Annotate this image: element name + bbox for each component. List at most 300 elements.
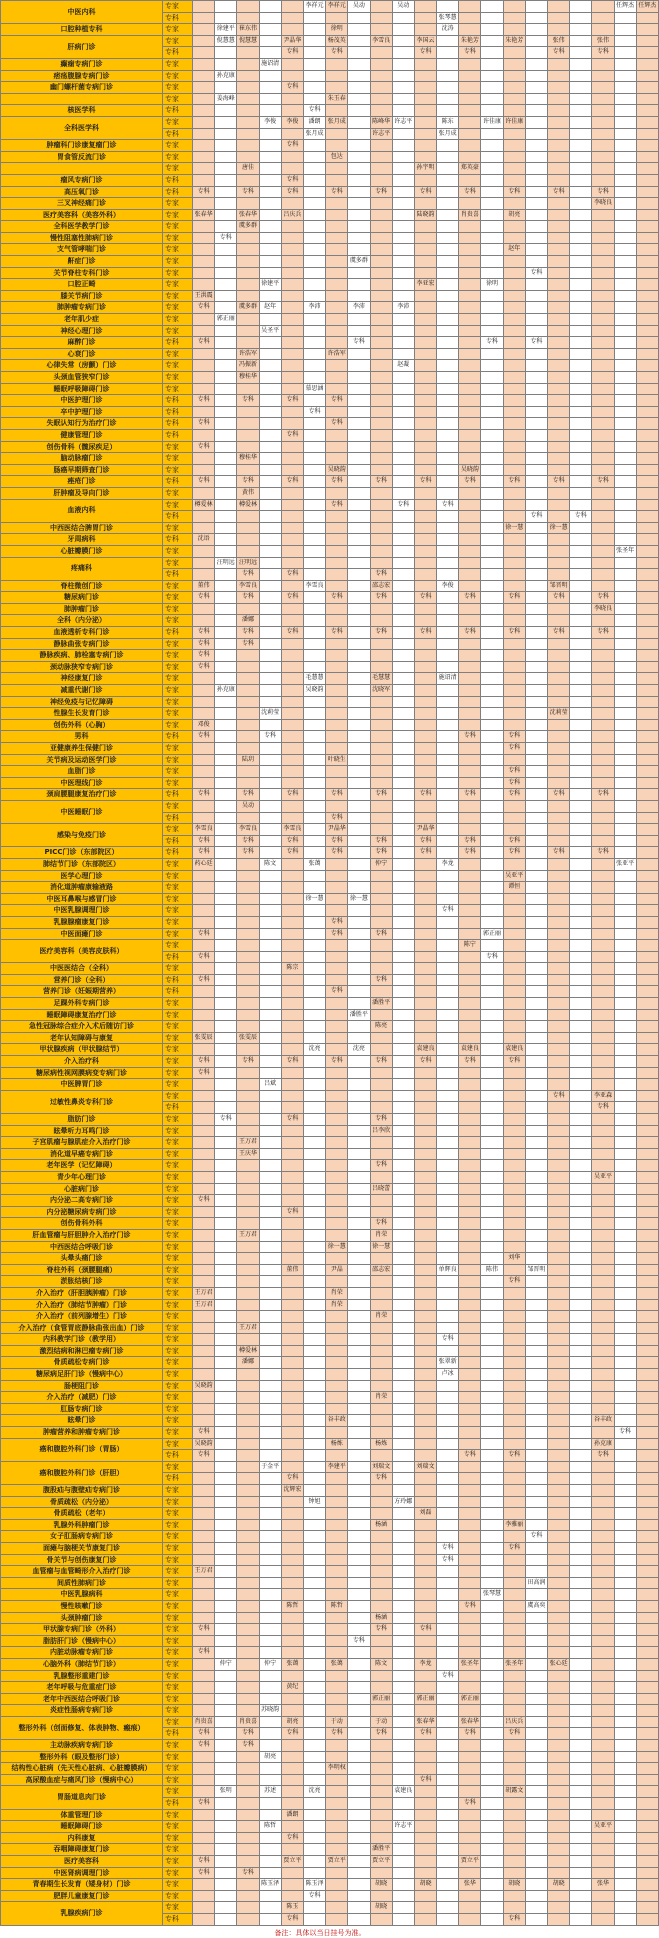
schedule-cell <box>259 487 281 499</box>
schedule-cell <box>481 1728 503 1740</box>
schedule-cell <box>548 1670 570 1682</box>
schedule-cell <box>326 963 348 975</box>
schedule-cell <box>525 1902 547 1914</box>
schedule-cell <box>636 163 658 175</box>
schedule-cell <box>215 847 237 859</box>
clinic-type: 专家 <box>163 1 193 13</box>
schedule-cell: 许佳康 <box>503 116 525 128</box>
schedule-cell <box>614 824 636 836</box>
schedule-cell <box>525 140 547 152</box>
schedule-cell <box>193 1334 215 1346</box>
schedule-cell <box>636 1786 658 1798</box>
schedule-cell <box>193 1821 215 1833</box>
schedule-cell <box>326 800 348 812</box>
schedule-cell <box>481 314 503 326</box>
schedule-cell <box>459 302 481 314</box>
schedule-cell <box>437 1740 459 1752</box>
schedule-cell <box>459 1774 481 1786</box>
schedule-cell <box>614 487 636 499</box>
schedule-cell <box>592 302 614 314</box>
schedule-cell <box>570 951 592 963</box>
schedule-cell: 专科 <box>614 1427 636 1439</box>
schedule-cell <box>592 1392 614 1404</box>
schedule-cell <box>503 638 525 650</box>
schedule-cell: 专科 <box>592 1450 614 1462</box>
schedule-cell <box>414 232 436 244</box>
schedule-cell: 李雪良 <box>193 824 215 836</box>
schedule-cell: 专科 <box>281 186 303 198</box>
schedule-row <box>1 1021 659 1033</box>
schedule-cell <box>392 1044 414 1056</box>
schedule-cell <box>481 58 503 70</box>
schedule-cell <box>437 1450 459 1462</box>
clinic-type: 专家 <box>163 824 193 836</box>
schedule-cell <box>281 882 303 894</box>
schedule-cell <box>348 487 370 499</box>
schedule-cell: 任辉杰 <box>614 1 636 13</box>
schedule-cell <box>348 1322 370 1334</box>
schedule-cell <box>614 789 636 801</box>
schedule-cell <box>215 1009 237 1021</box>
schedule-cell <box>370 1148 392 1160</box>
clinic-type: 专家 <box>163 1264 193 1276</box>
schedule-cell <box>326 221 348 233</box>
schedule-cell <box>259 592 281 604</box>
schedule-cell <box>193 1148 215 1160</box>
schedule-cell <box>570 395 592 407</box>
schedule-cell: 肖荣 <box>326 1299 348 1311</box>
schedule-cell: 吕庆兵 <box>281 209 303 221</box>
schedule-cell <box>348 140 370 152</box>
schedule-cell <box>414 372 436 384</box>
schedule-cell <box>281 128 303 140</box>
schedule-cell <box>459 951 481 963</box>
schedule-cell <box>503 719 525 731</box>
schedule-cell <box>614 267 636 279</box>
schedule-cell <box>525 1380 547 1392</box>
schedule-cell <box>193 754 215 766</box>
schedule-row <box>1 279 659 291</box>
clinic-type: 专家 <box>163 870 193 882</box>
schedule-cell: 陈哲 <box>259 1821 281 1833</box>
schedule-cell <box>237 882 259 894</box>
schedule-cell <box>481 1473 503 1485</box>
department-name: 老年认知障碍与康复 <box>1 1032 163 1044</box>
schedule-cell: 专科 <box>281 395 303 407</box>
schedule-cell: 陈文 <box>259 858 281 870</box>
schedule-cell <box>525 1415 547 1427</box>
schedule-cell <box>281 1670 303 1682</box>
schedule-cell <box>592 140 614 152</box>
schedule-row <box>1 719 659 731</box>
schedule-cell <box>614 1241 636 1253</box>
schedule-cell <box>636 1798 658 1810</box>
schedule-cell <box>503 1229 525 1241</box>
schedule-row <box>1 1287 659 1299</box>
schedule-cell: 专科 <box>193 1624 215 1636</box>
schedule-cell <box>193 487 215 499</box>
schedule-cell <box>237 1577 259 1589</box>
schedule-cell <box>570 696 592 708</box>
schedule-cell <box>548 429 570 441</box>
schedule-cell <box>237 1287 259 1299</box>
clinic-type: 专家 <box>163 1032 193 1044</box>
schedule-cell <box>525 847 547 859</box>
schedule-cell <box>548 858 570 870</box>
schedule-cell <box>525 1635 547 1647</box>
schedule-cell <box>525 1798 547 1810</box>
schedule-cell <box>570 743 592 755</box>
schedule-cell: 唐佳 <box>237 163 259 175</box>
schedule-cell <box>570 279 592 291</box>
schedule-cell <box>370 290 392 302</box>
schedule-cell: 专科 <box>414 789 436 801</box>
schedule-cell <box>570 82 592 94</box>
schedule-cell <box>525 835 547 847</box>
schedule-cell <box>503 1345 525 1357</box>
department-name: 癌和腹腔外科门诊（胃肠） <box>1 1438 163 1461</box>
schedule-cell <box>303 82 325 94</box>
schedule-cell <box>636 1879 658 1891</box>
schedule-cell <box>503 267 525 279</box>
schedule-cell <box>303 719 325 731</box>
schedule-cell <box>326 1740 348 1752</box>
department-name: 口腔种植专科 <box>1 24 163 36</box>
schedule-cell <box>215 151 237 163</box>
clinic-type: 专科 <box>163 1473 193 1485</box>
schedule-row <box>1 1345 659 1357</box>
schedule-cell <box>614 140 636 152</box>
schedule-cell <box>570 1218 592 1230</box>
schedule-row <box>1 1380 659 1392</box>
schedule-cell <box>525 777 547 789</box>
schedule-cell <box>348 1867 370 1879</box>
schedule-cell <box>326 1345 348 1357</box>
schedule-cell <box>525 592 547 604</box>
schedule-cell <box>570 499 592 511</box>
schedule-cell <box>193 812 215 824</box>
schedule-cell <box>193 325 215 337</box>
schedule-cell <box>392 1809 414 1821</box>
clinic-type: 专科 <box>163 1798 193 1810</box>
schedule-cell <box>592 545 614 557</box>
schedule-cell <box>215 1276 237 1288</box>
schedule-cell <box>592 348 614 360</box>
schedule-cell <box>237 1635 259 1647</box>
schedule-cell <box>503 12 525 24</box>
schedule-cell <box>215 383 237 395</box>
schedule-cell <box>414 464 436 476</box>
schedule-cell <box>348 290 370 302</box>
schedule-cell: 沈亮 <box>303 1786 325 1798</box>
schedule-cell <box>636 1821 658 1833</box>
schedule-cell: 徐建平 <box>215 24 237 36</box>
schedule-cell <box>193 1009 215 1021</box>
schedule-row <box>1 1809 659 1821</box>
schedule-cell <box>215 1519 237 1531</box>
schedule-cell <box>503 1577 525 1589</box>
schedule-cell <box>459 1229 481 1241</box>
schedule-cell <box>548 1821 570 1833</box>
schedule-cell <box>437 163 459 175</box>
schedule-cell <box>636 464 658 476</box>
schedule-cell <box>303 1021 325 1033</box>
schedule-cell <box>414 383 436 395</box>
clinic-type: 专家 <box>163 1345 193 1357</box>
schedule-cell <box>193 1079 215 1091</box>
schedule-cell <box>303 1600 325 1612</box>
schedule-cell: 张琴慧 <box>437 12 459 24</box>
schedule-cell <box>348 1566 370 1578</box>
schedule-cell <box>259 151 281 163</box>
schedule-cell <box>326 1276 348 1288</box>
schedule-cell: 专科 <box>237 835 259 847</box>
schedule-cell <box>459 1357 481 1369</box>
schedule-cell: 专科 <box>326 418 348 430</box>
schedule-cell <box>193 1403 215 1415</box>
schedule-cell <box>259 256 281 268</box>
schedule-cell: 专科 <box>459 835 481 847</box>
schedule-cell <box>215 1195 237 1207</box>
schedule-cell: 专科 <box>326 395 348 407</box>
schedule-cell <box>636 290 658 302</box>
schedule-cell <box>481 1403 503 1415</box>
department-name: 中医睡眠门诊 <box>1 800 163 823</box>
schedule-cell <box>348 174 370 186</box>
department-name: 膝关节病门诊 <box>1 290 163 302</box>
schedule-cell: 专科 <box>548 627 570 639</box>
schedule-cell <box>437 1577 459 1589</box>
schedule-cell <box>326 719 348 731</box>
schedule-cell <box>237 1496 259 1508</box>
schedule-cell <box>525 1044 547 1056</box>
schedule-cell <box>414 1670 436 1682</box>
schedule-cell <box>281 1287 303 1299</box>
clinic-type: 专家 <box>163 1589 193 1601</box>
schedule-cell <box>636 151 658 163</box>
schedule-cell <box>481 1183 503 1195</box>
schedule-cell <box>414 337 436 349</box>
schedule-cell <box>525 105 547 117</box>
schedule-cell <box>281 372 303 384</box>
schedule-cell <box>237 1624 259 1636</box>
schedule-cell: 专科 <box>281 1473 303 1485</box>
schedule-cell <box>503 1554 525 1566</box>
schedule-cell <box>525 916 547 928</box>
schedule-cell <box>614 35 636 47</box>
schedule-cell <box>281 511 303 523</box>
schedule-row <box>1 1403 659 1415</box>
schedule-row <box>1 1902 659 1914</box>
schedule-cell <box>503 1311 525 1323</box>
schedule-cell: 专科 <box>193 974 215 986</box>
schedule-cell <box>592 1032 614 1044</box>
department-name: 糖尿病足肝门诊（慢病中心） <box>1 1369 163 1381</box>
department-name: 骨关节与创伤康复门诊 <box>1 1554 163 1566</box>
schedule-cell <box>614 882 636 894</box>
schedule-cell <box>570 453 592 465</box>
schedule-cell <box>303 1728 325 1740</box>
schedule-cell <box>437 1531 459 1543</box>
schedule-cell <box>548 731 570 743</box>
schedule-cell <box>303 638 325 650</box>
schedule-cell <box>414 198 436 210</box>
clinic-type: 专家 <box>163 256 193 268</box>
schedule-cell <box>370 418 392 430</box>
clinic-type: 专家 <box>163 1148 193 1160</box>
schedule-cell <box>592 1856 614 1868</box>
schedule-cell <box>592 105 614 117</box>
schedule-cell <box>414 441 436 453</box>
schedule-row <box>1 1647 659 1659</box>
schedule-cell <box>592 1658 614 1670</box>
schedule-cell <box>570 348 592 360</box>
schedule-cell <box>636 1751 658 1763</box>
schedule-cell <box>348 1311 370 1323</box>
schedule-cell <box>259 719 281 731</box>
schedule-row <box>1 708 659 720</box>
schedule-cell <box>459 1682 481 1694</box>
schedule-cell: 李晓良 <box>592 603 614 615</box>
schedule-cell <box>459 685 481 697</box>
schedule-cell <box>525 1090 547 1102</box>
schedule-cell <box>437 279 459 291</box>
schedule-cell <box>503 1299 525 1311</box>
schedule-row <box>1 105 659 117</box>
schedule-cell <box>259 1299 281 1311</box>
schedule-row <box>1 1241 659 1253</box>
schedule-cell <box>636 557 658 569</box>
department-name <box>1 93 163 105</box>
schedule-cell <box>481 1832 503 1844</box>
schedule-cell <box>570 580 592 592</box>
schedule-cell <box>548 1392 570 1404</box>
schedule-cell <box>392 82 414 94</box>
clinic-type: 专科 <box>163 951 193 963</box>
schedule-cell <box>237 314 259 326</box>
schedule-cell <box>348 279 370 291</box>
schedule-cell <box>215 1206 237 1218</box>
schedule-cell <box>215 302 237 314</box>
clinic-type: 专家 <box>163 1009 193 1021</box>
schedule-cell <box>281 545 303 557</box>
schedule-cell <box>326 1890 348 1902</box>
schedule-cell <box>215 1705 237 1717</box>
schedule-cell: 专科 <box>548 1090 570 1102</box>
schedule-cell <box>481 1229 503 1241</box>
schedule-cell <box>259 198 281 210</box>
schedule-cell <box>614 209 636 221</box>
schedule-cell <box>370 302 392 314</box>
schedule-cell: 张雯辰 <box>193 1032 215 1044</box>
schedule-cell <box>437 1160 459 1172</box>
schedule-cell: 许浩军 <box>237 348 259 360</box>
schedule-cell <box>259 453 281 465</box>
schedule-cell <box>326 232 348 244</box>
schedule-cell <box>592 974 614 986</box>
schedule-cell <box>303 1774 325 1786</box>
schedule-cell <box>481 499 503 511</box>
schedule-cell: 专科 <box>193 1450 215 1462</box>
schedule-cell <box>614 163 636 175</box>
department-name: 结构性心脏病（先天性心脏病、心脏瓣膜病） <box>1 1763 163 1775</box>
department-name: 男科 <box>1 731 163 743</box>
schedule-cell <box>259 627 281 639</box>
schedule-cell: 专科 <box>414 47 436 59</box>
schedule-row <box>1 1821 659 1833</box>
schedule-cell <box>414 1496 436 1508</box>
schedule-cell <box>459 174 481 186</box>
schedule-cell <box>570 372 592 384</box>
schedule-row <box>1 673 659 685</box>
schedule-cell <box>481 209 503 221</box>
schedule-cell <box>459 882 481 894</box>
schedule-cell <box>548 1438 570 1450</box>
schedule-cell <box>481 1554 503 1566</box>
schedule-cell <box>614 557 636 569</box>
schedule-row <box>1 406 659 418</box>
schedule-cell <box>392 1751 414 1763</box>
schedule-cell <box>548 93 570 105</box>
schedule-cell <box>570 290 592 302</box>
schedule-cell <box>459 812 481 824</box>
schedule-cell: 专科 <box>303 406 325 418</box>
schedule-cell <box>525 1716 547 1728</box>
schedule-cell <box>614 1809 636 1821</box>
schedule-cell <box>326 279 348 291</box>
schedule-cell <box>303 325 325 337</box>
schedule-cell <box>303 1832 325 1844</box>
schedule-cell <box>348 1786 370 1798</box>
schedule-cell <box>281 1705 303 1717</box>
schedule-cell <box>614 499 636 511</box>
schedule-cell <box>303 209 325 221</box>
schedule-cell <box>193 1508 215 1520</box>
schedule-row <box>1 140 659 152</box>
clinic-type: 专科 <box>163 429 193 441</box>
schedule-cell <box>237 1253 259 1265</box>
schedule-cell <box>570 1229 592 1241</box>
clinic-type: 专家 <box>163 1415 193 1427</box>
department-name: 肛肠专病门诊 <box>1 1403 163 1415</box>
department-name: 中医乳腺病科 <box>1 1589 163 1601</box>
schedule-row <box>1 592 659 604</box>
schedule-cell <box>548 1902 570 1914</box>
schedule-cell: 张蔼 <box>303 858 325 870</box>
schedule-cell <box>481 905 503 917</box>
schedule-cell <box>636 1867 658 1879</box>
schedule-cell <box>370 1322 392 1334</box>
schedule-cell: 专科 <box>193 627 215 639</box>
clinic-type: 专家 <box>163 1867 193 1879</box>
schedule-row <box>1 603 659 615</box>
schedule-cell <box>459 499 481 511</box>
schedule-cell <box>437 847 459 859</box>
clinic-type: 专科 <box>163 47 193 59</box>
schedule-cell <box>548 882 570 894</box>
schedule-cell: 李雪良 <box>281 824 303 836</box>
schedule-cell <box>525 58 547 70</box>
department-name: 内科教学门诊（教学用） <box>1 1334 163 1346</box>
clinic-type: 专家 <box>163 1508 193 1520</box>
schedule-cell <box>326 128 348 140</box>
schedule-cell <box>303 372 325 384</box>
department-name: 老年中西医结合呼吸门诊 <box>1 1693 163 1705</box>
schedule-cell <box>481 429 503 441</box>
schedule-cell <box>281 719 303 731</box>
schedule-cell <box>281 1577 303 1589</box>
schedule-cell: 赵年 <box>503 244 525 256</box>
